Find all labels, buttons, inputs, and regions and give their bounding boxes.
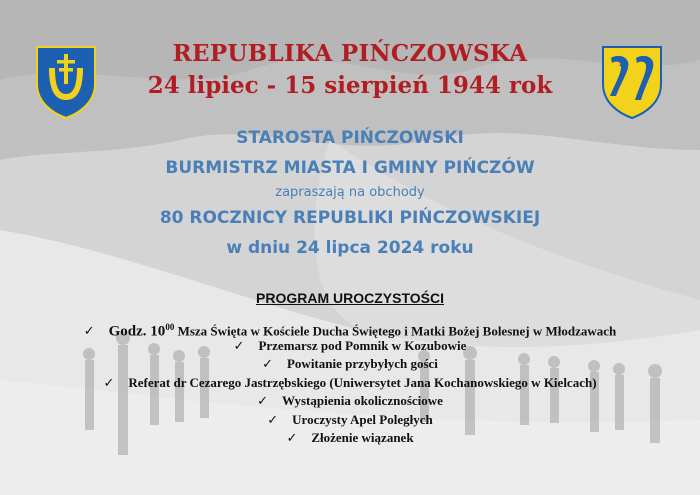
time-label: Godz. 10 (108, 323, 166, 340)
program-item-3 (0, 355, 700, 374)
program-item-6 (0, 411, 700, 430)
invite-line-1: STAROSTA PIŃCZOWSKI (236, 128, 464, 148)
program-item-text: Uroczysty Apel Poległych (292, 411, 433, 427)
check-icon: ✓ (103, 374, 115, 390)
program-item-text: Msza Święta w Kościele Ducha Świętego i Matki Bożej Bolesnej w Młodzawach (177, 323, 617, 339)
program-item-2 (0, 337, 700, 356)
program-item-text: Powitanie przybyłych gości (286, 356, 438, 371)
program-list (0, 318, 700, 448)
program-heading: PROGRAM UROCZYSTOŚCI (256, 290, 444, 306)
check-icon: ✓ (233, 337, 245, 353)
program-item-text: Złożenie wiązanek (311, 430, 414, 445)
check-icon: ✓ (267, 411, 279, 427)
program-item-1 (0, 318, 700, 340)
invite-line-3: zapraszają na obchody (275, 185, 425, 200)
title-line-2: 24 lipiec - 15 sierpień 1944 rok (147, 72, 553, 99)
check-icon: ✓ (262, 356, 273, 371)
program-item-4 (0, 374, 700, 393)
time-minutes: 00 (165, 322, 175, 332)
program-item-text: Referat dr Cezarego Jastrzębskiego (Uniwersytet Jana Kochanowskiego w Kielcach) (128, 374, 597, 390)
program-item-text: Wystąpienia okolicznościowe (281, 393, 443, 408)
invite-line-2: BURMISTRZ MIASTA I GMINY PIŃCZÓW (165, 158, 535, 178)
invite-line-5: w dniu 24 lipca 2024 roku (226, 238, 474, 258)
svg-text:W: W (61, 86, 71, 95)
program-item-7 (0, 429, 700, 448)
check-icon: ✓ (286, 430, 298, 445)
program-item-5 (0, 392, 700, 411)
invite-line-4: 80 ROCZNICY REPUBLIKI PIŃCZOWSKIEJ (159, 208, 541, 228)
program-item-text: Przemarsz pod Pomnik w Kozubowie (258, 337, 467, 353)
title-line-1: REPUBLIKA PIŃCZOWSKA (172, 40, 528, 67)
check-icon: ✓ (257, 393, 268, 408)
check-icon: ✓ (83, 323, 95, 339)
